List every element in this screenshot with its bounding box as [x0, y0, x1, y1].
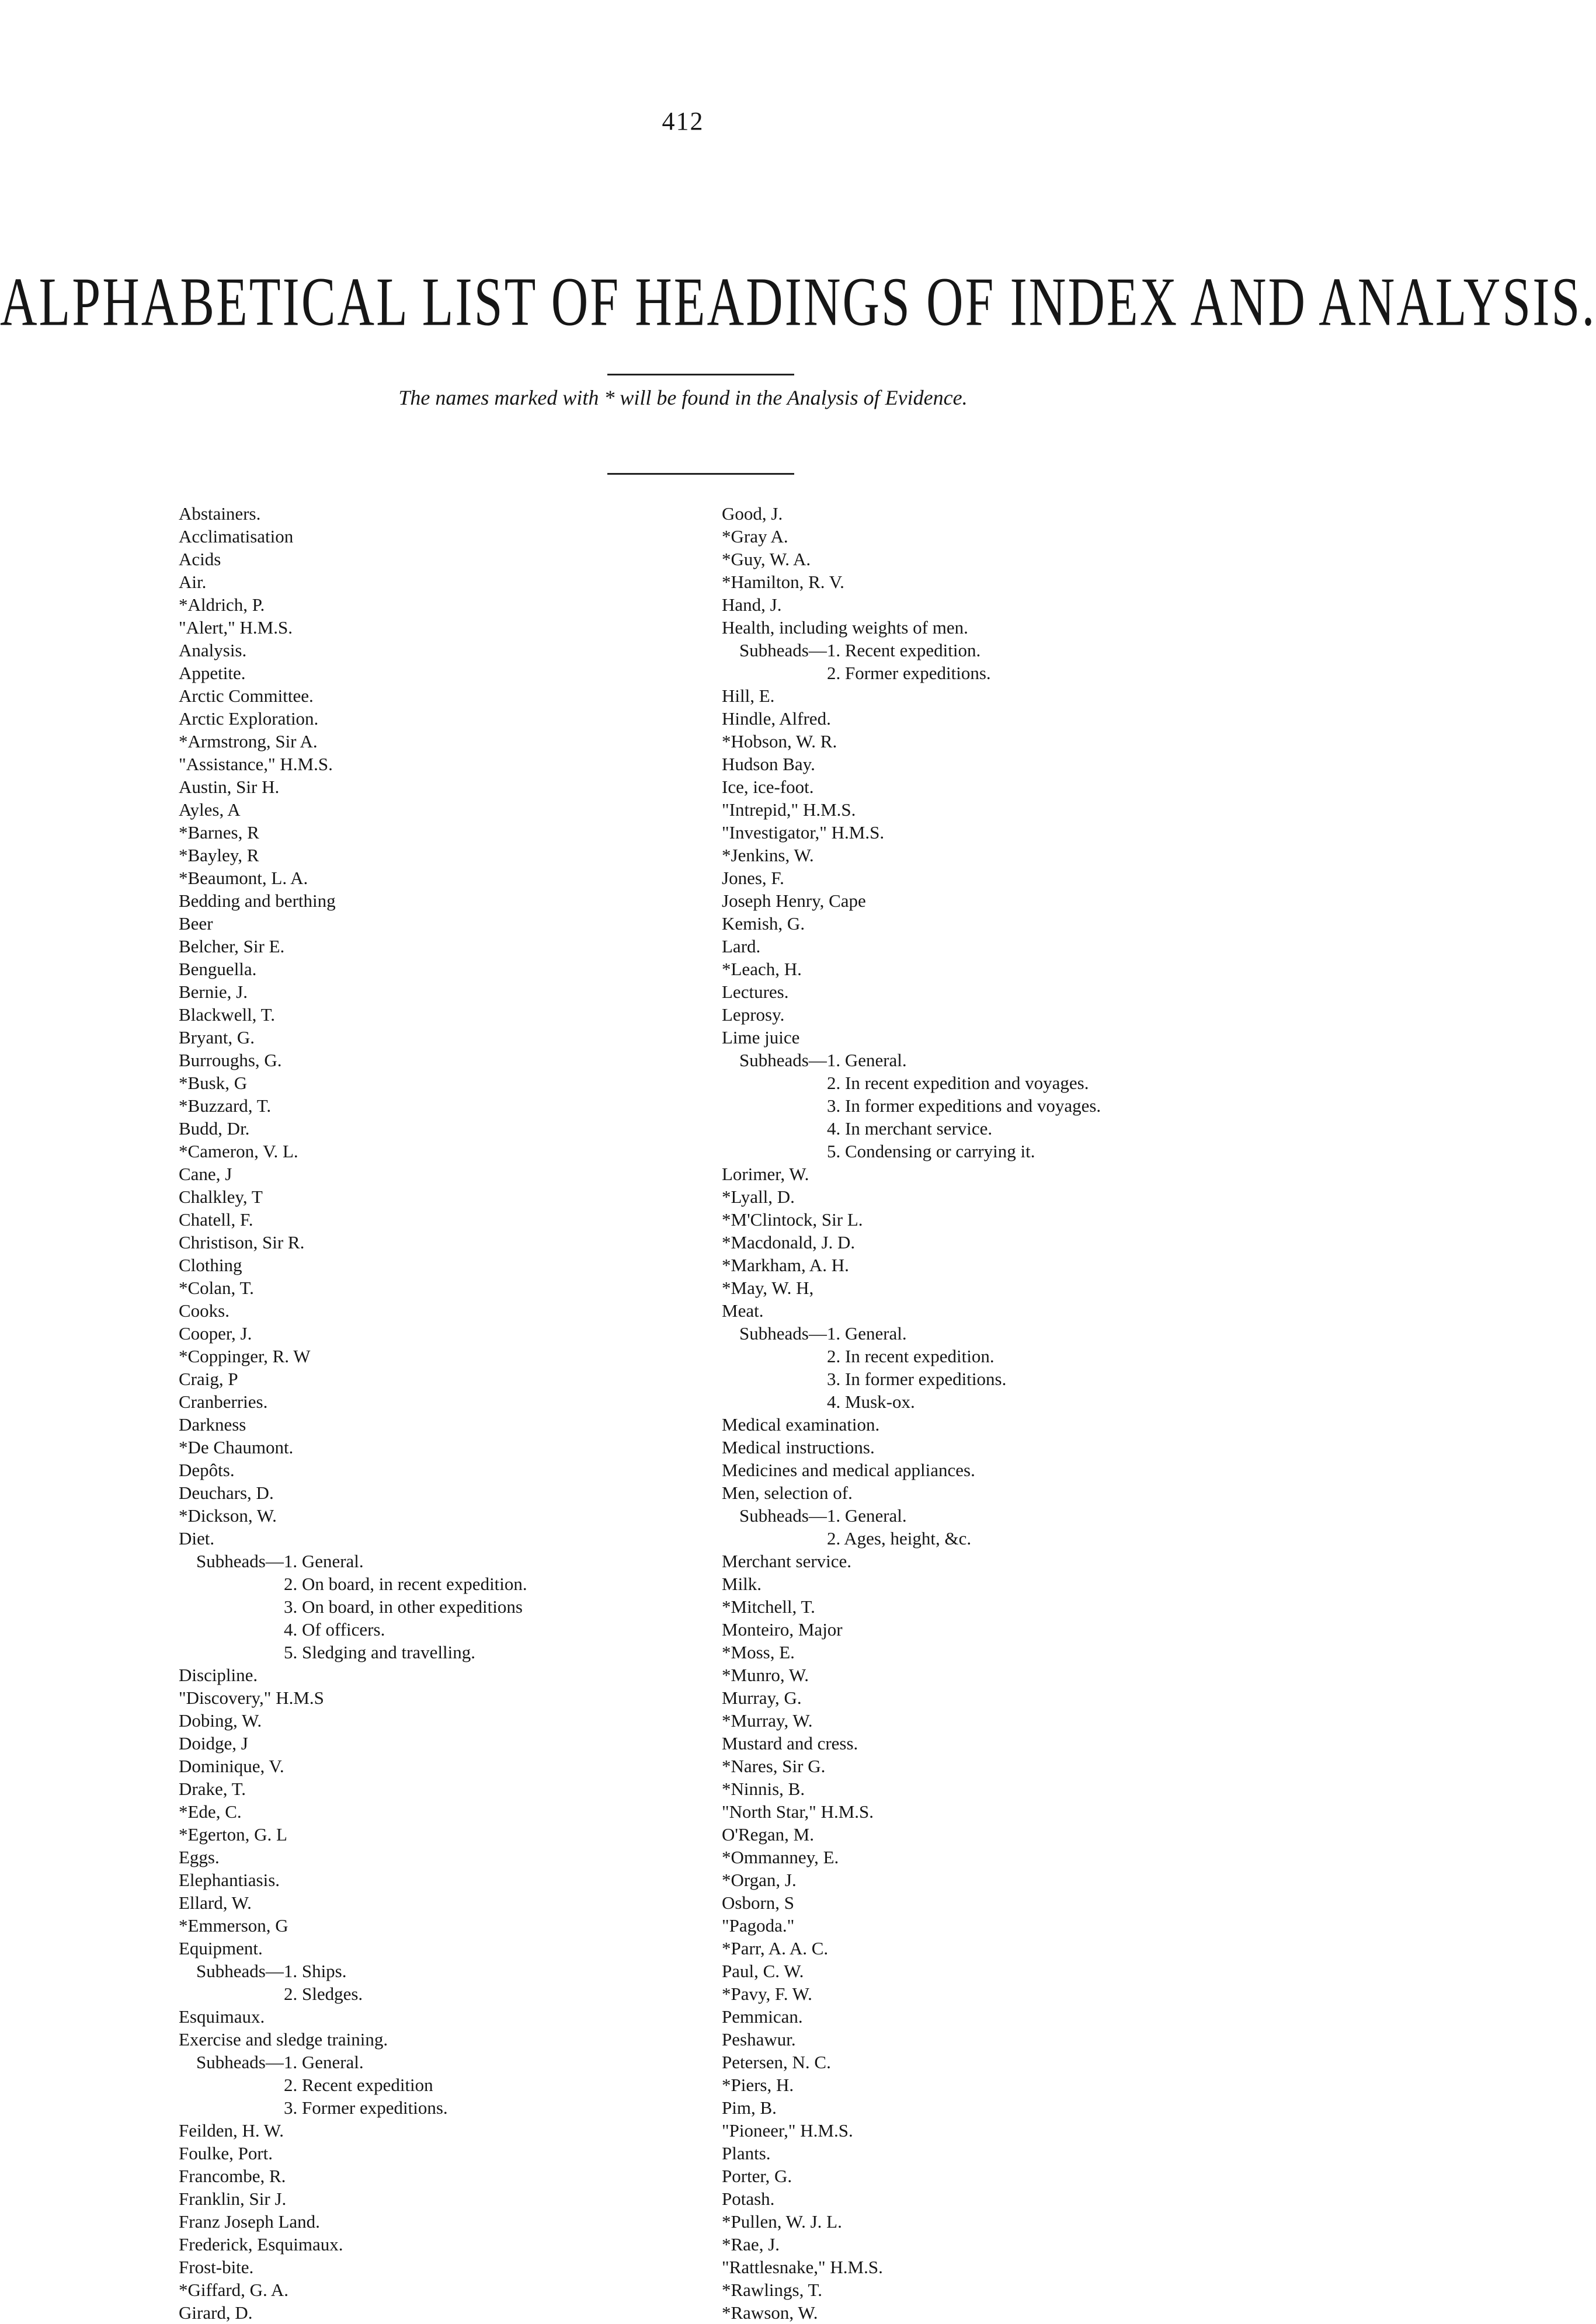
index-entry: Bernie, J. [179, 982, 248, 1002]
index-entry: "Discovery," H.M.S [179, 1688, 324, 1708]
index-subheading: Subheads—1. Recent expedition. [739, 640, 981, 660]
index-entry: *Macdonald, J. D. [722, 1232, 856, 1253]
index-entry: *Colan, T. [179, 1278, 254, 1298]
index-entry: Pim, B. [722, 2097, 777, 2118]
index-entry: O'Regan, M. [722, 1824, 814, 1845]
index-entry: *Coppinger, R. W [179, 1346, 311, 1366]
index-entry: *Hamilton, R. V. [722, 572, 844, 592]
index-entry: Lorimer, W. [722, 1164, 809, 1184]
index-entry: Merchant service. [722, 1551, 852, 1571]
index-entry: "North Star," H.M.S. [722, 1801, 874, 1822]
index-entry: Franz Joseph Land. [179, 2211, 320, 2232]
index-entry: Acclimatisation [179, 526, 294, 547]
index-note: The names marked with * will be found in the Analysis of Evidence. [398, 386, 968, 409]
index-entry: Abstainers. [179, 503, 261, 524]
index-entry: "Rattlesnake," H.M.S. [722, 2257, 883, 2277]
index-entry: Hand, J. [722, 594, 782, 615]
index-entry: *Mitchell, T. [722, 1596, 815, 1617]
index-entry: *Buzzard, T. [179, 1095, 272, 1116]
index-entry: "Investigator," H.M.S. [722, 822, 885, 843]
index-entry: Osborn, S [722, 1892, 795, 1913]
index-entry: Jones, F. [722, 868, 784, 888]
index-entry: Hudson Bay. [722, 754, 815, 774]
index-entry: *Ninnis, B. [722, 1779, 805, 1799]
index-subheading: 2. Recent expedition [284, 2075, 433, 2095]
index-subheading: 3. Former expeditions. [284, 2097, 448, 2118]
index-entry: Acids [179, 549, 221, 569]
index-entry: Cooper, J. [179, 1323, 252, 1344]
index-entry: Craig, P [179, 1369, 238, 1389]
index-entry: *Busk, G [179, 1073, 248, 1093]
index-entry: *Dickson, W. [179, 1505, 277, 1526]
index-entry: Doidge, J [179, 1733, 248, 1754]
index-entry: Milk. [722, 1574, 762, 1594]
index-entry: *Gray A. [722, 526, 788, 547]
index-entry: *Piers, H. [722, 2075, 794, 2095]
index-subheading: Subheads—1. Ships. [196, 1961, 347, 1981]
index-subheading: Subheads—1. General. [739, 1505, 907, 1526]
index-entry: "Assistance," H.M.S. [179, 754, 333, 774]
index-entry: *Jenkins, W. [722, 845, 814, 865]
index-entry: Mustard and cress. [722, 1733, 858, 1754]
index-entry: *Leach, H. [722, 959, 802, 979]
index-entry: *Murray, W. [722, 1710, 813, 1731]
index-entry: "Pioneer," H.M.S. [722, 2120, 853, 2141]
index-entry: *Organ, J. [722, 1870, 797, 1890]
index-entry: Chatell, F. [179, 1209, 253, 1230]
index-entry: Cooks. [179, 1300, 230, 1321]
index-entry: Franklin, Sir J. [179, 2189, 287, 2209]
index-entry: *Moss, E. [722, 1642, 795, 1662]
index-entry: Burroughs, G. [179, 1050, 282, 1070]
index-entry: Analysis. [179, 640, 247, 660]
index-entry: Lectures. [722, 982, 789, 1002]
index-entry: Paul, C. W. [722, 1961, 804, 1981]
index-entry: Dobing, W. [179, 1710, 262, 1731]
index-entry: *Hobson, W. R. [722, 731, 837, 752]
index-entry: *Cameron, V. L. [179, 1141, 298, 1161]
index-subheading: Subheads—1. General. [739, 1323, 907, 1344]
index-entry: Arctic Exploration. [179, 708, 319, 729]
index-entry: Health, including weights of men. [722, 617, 968, 638]
index-entry: *Bayley, R [179, 845, 259, 865]
index-entry: Kemish, G. [722, 913, 805, 934]
index-entry: Cranberries. [179, 1391, 268, 1412]
index-entry: *Pullen, W. J. L. [722, 2211, 842, 2232]
index-subheading: 2. In recent expedition. [827, 1346, 995, 1366]
index-entry: *Nares, Sir G. [722, 1756, 826, 1776]
index-entry: Diet. [179, 1528, 215, 1549]
index-entry: Discipline. [179, 1665, 258, 1685]
index-entry: Exercise and sledge training. [179, 2029, 388, 2050]
index-subheading: 4. Of officers. [284, 1619, 385, 1640]
index-entry: Benguella. [179, 959, 257, 979]
index-entry: Frederick, Esquimaux. [179, 2234, 343, 2255]
page-title: ALPHABETICAL LIST OF HEADINGS OF INDEX AND ANALYSIS. [0, 264, 1596, 341]
index-entry: Arctic Committee. [179, 686, 314, 706]
index-entry: Budd, Dr. [179, 1118, 250, 1139]
index-entry: Petersen, N. C. [722, 2052, 831, 2072]
index-entry: Dominique, V. [179, 1756, 284, 1776]
index-entry: "Pagoda." [722, 1915, 795, 1936]
index-subheading: 5. Sledging and travelling. [284, 1642, 476, 1662]
index-entry: Blackwell, T. [179, 1004, 276, 1025]
index-entry: "Intrepid," H.M.S. [722, 799, 856, 820]
index-entry: *Munro, W. [722, 1665, 809, 1685]
index-entry: *Armstrong, Sir A. [179, 731, 318, 752]
index-entry: Foulke, Port. [179, 2143, 273, 2163]
index-entry: Medical instructions. [722, 1437, 875, 1457]
index-entry: Potash. [722, 2189, 775, 2209]
index-entry: Bryant, G. [179, 1027, 255, 1048]
index-entry: *De Chaumont. [179, 1437, 294, 1457]
index-subheading: 2. On board, in recent expedition. [284, 1574, 527, 1594]
index-entry: Darkness [179, 1414, 246, 1435]
index-subheading: 4. In merchant service. [827, 1118, 993, 1139]
index-entry: Equipment. [179, 1938, 263, 1958]
index-entry: *Lyall, D. [722, 1187, 795, 1207]
index-entry: *Rae, J. [722, 2234, 780, 2255]
index-entry: Feilden, H. W. [179, 2120, 284, 2141]
index-subheading: Subheads—1. General. [196, 1551, 364, 1571]
index-entry: *Guy, W. A. [722, 549, 811, 569]
index-entry: Murray, G. [722, 1688, 802, 1708]
index-subheading: 3. In former expeditions. [827, 1369, 1007, 1389]
index-entry: Good, J. [722, 503, 783, 524]
index-entry: *Parr, A. A. C. [722, 1938, 829, 1958]
index-entry: *May, W. H, [722, 1278, 814, 1298]
index-subheading: 2. Ages, height, &c. [827, 1528, 972, 1549]
bottom-divider [607, 473, 794, 475]
index-entry: Ellard, W. [179, 1892, 252, 1913]
index-entry: Francombe, R. [179, 2166, 286, 2186]
index-entry: *Aldrich, P. [179, 594, 265, 615]
index-subheading: 3. In former expeditions and voyages. [827, 1095, 1101, 1116]
index-entry: Deuchars, D. [179, 1483, 274, 1503]
index-entry: Ayles, A [179, 799, 241, 820]
index-entry: Porter, G. [722, 2166, 792, 2186]
index-entry: Pemmican. [722, 2006, 803, 2027]
index-entry: Depôts. [179, 1460, 235, 1480]
index-entry: *Rawson, W. [722, 2302, 818, 2323]
index-entry: Girard, D. [179, 2302, 253, 2323]
index-entry: Belcher, Sir E. [179, 936, 285, 956]
index-entry: Meat. [722, 1300, 764, 1321]
index-entry: *Beaumont, L. A. [179, 868, 308, 888]
index-entry: *Ede, C. [179, 1801, 242, 1822]
right-column-list [722, 502, 1247, 2324]
index-entry: Plants. [722, 2143, 771, 2163]
index-entry: Appetite. [179, 663, 246, 683]
index-entry: *M'Clintock, Sir L. [722, 1209, 863, 1230]
index-subheading: 2. Former expeditions. [827, 663, 991, 683]
index-entry: Austin, Sir H. [179, 777, 280, 797]
index-subheading: Subheads—1. General. [196, 2052, 364, 2072]
index-entry: Peshawur. [722, 2029, 796, 2050]
index-entry: Lime juice [722, 1027, 800, 1048]
index-entry: Frost-bite. [179, 2257, 254, 2277]
index-entry: Medical examination. [722, 1414, 880, 1435]
index-entry: *Egerton, G. L [179, 1824, 287, 1845]
index-entry: *Rawlings, T. [722, 2280, 822, 2300]
index-subheading: 5. Condensing or carrying it. [827, 1141, 1035, 1161]
index-entry: Esquimaux. [179, 2006, 265, 2027]
index-entry: *Markham, A. H. [722, 1255, 849, 1275]
left-column-list [179, 502, 704, 2324]
index-entry: Drake, T. [179, 1779, 246, 1799]
index-entry: Christison, Sir R. [179, 1232, 305, 1253]
index-entry: Elephantiasis. [179, 1870, 280, 1890]
index-entry: Men, selection of. [722, 1483, 853, 1503]
index-entry: Lard. [722, 936, 761, 956]
index-entry: *Barnes, R [179, 822, 259, 843]
index-entry: Air. [179, 572, 207, 592]
index-entry: *Pavy, F. W. [722, 1984, 812, 2004]
index-entry: Hill, E. [722, 686, 775, 706]
top-divider [607, 374, 794, 375]
index-entry: Beer [179, 913, 213, 934]
index-entry: Leprosy. [722, 1004, 785, 1025]
index-subheading: 2. Sledges. [284, 1984, 363, 2004]
index-entry: Ice, ice-foot. [722, 777, 814, 797]
index-entry: "Alert," H.M.S. [179, 617, 293, 638]
index-subheading: 4. Musk-ox. [827, 1391, 915, 1412]
index-subheading: Subheads—1. General. [739, 1050, 907, 1070]
index-entry: Cane, J [179, 1164, 232, 1184]
index-subheading: 2. In recent expedition and voyages. [827, 1073, 1089, 1093]
index-entry: Bedding and berthing [179, 890, 336, 911]
index-entry: Joseph Henry, Cape [722, 890, 866, 911]
index-entry: *Giffard, G. A. [179, 2280, 288, 2300]
index-entry: Clothing [179, 1255, 242, 1275]
index-entry: Eggs. [179, 1847, 220, 1867]
index-subheading: 3. On board, in other expeditions [284, 1596, 523, 1617]
index-entry: *Ommanney, E. [722, 1847, 839, 1867]
index-entry: Monteiro, Major [722, 1619, 843, 1640]
index-entry: Hindle, Alfred. [722, 708, 831, 729]
page-number: 412 [662, 107, 704, 135]
index-entry: Medicines and medical appliances. [722, 1460, 975, 1480]
index-entry: *Emmerson, G [179, 1915, 288, 1936]
index-entry: Chalkley, T [179, 1187, 263, 1207]
